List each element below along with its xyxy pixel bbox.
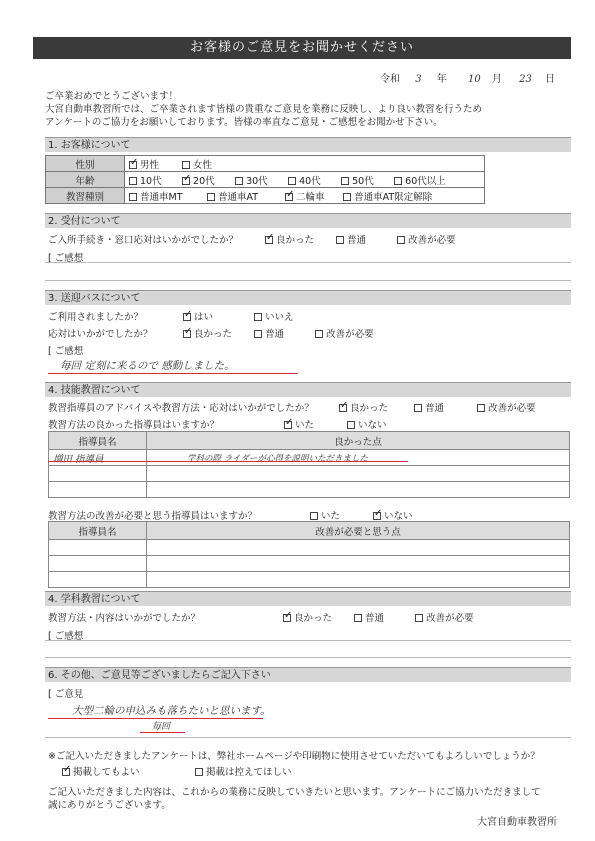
column-header: 良かった点 [147,432,570,450]
checkbox[interactable] [207,193,215,201]
option-course: 二輪車 [296,191,325,203]
reception-options [265,232,456,246]
survey-date [380,70,555,85]
course-type-label: 教習種別 [46,188,125,204]
checkbox[interactable] [182,177,190,185]
customer-profile-table [45,155,485,204]
column-header: 改善が必要と思う点 [147,522,570,540]
table-row [49,450,570,466]
option-allow: 掲載してもよい [73,767,140,778]
comment-label: ご感想 [54,346,84,357]
improve-instructor-options [310,508,413,522]
checkbox[interactable] [477,404,485,412]
comment-line[interactable] [45,737,571,738]
option-good: 良かった [350,403,389,414]
good-instructor-options [284,417,387,431]
instructor-options [339,400,536,414]
option-normal: 普通 [265,329,285,340]
checkbox[interactable] [373,512,381,520]
checkbox[interactable] [195,768,203,776]
closing-line: ご記入いただきました内容は、これからの業務に反映していきたいと思います。アンケートにご協力いただきまして [48,787,541,798]
option-course: 普通車AT限定解除 [354,191,433,203]
date-month-unit: 月 [491,74,502,85]
comment-line[interactable] [45,262,571,263]
red-underline [48,461,408,462]
checkbox[interactable] [129,161,137,169]
comment-label: ご感想 [54,253,84,264]
section-other-header: 6. その他、ご意見等ございましたらご記入下さい [45,667,571,682]
option-no: いない [358,420,387,431]
option-good: 良かった [276,235,315,246]
checkbox[interactable] [339,404,347,412]
consent-options [62,764,292,778]
bus-comment-label: [ ご感想 [48,346,84,357]
section-driving-header: 4. 技能教習について [45,382,571,397]
page-title: お客様のご意見をお聞かせください [33,37,571,59]
checkbox[interactable] [265,236,273,244]
comment-label: ご感想 [54,631,84,642]
instructor-name-cell[interactable]: 増田 指導員 [49,450,147,466]
option-no: いいえ [265,312,294,323]
other-comment-2[interactable]: 毎回 [152,722,171,732]
other-comment[interactable]: 大型二輪の申込みも落ちたいと思います。 [72,705,271,717]
date-month[interactable]: 10 [467,74,481,85]
option-improve: 改善が必要 [426,613,474,624]
classroom-comment-label: [ ご感想 [48,631,84,642]
option-male: 男性 [140,159,160,171]
other-comment-label: [ ご意見 [48,689,84,700]
section-bus-header: 3. 送迎バスについて [45,290,571,305]
checkbox[interactable] [414,404,422,412]
option-yes: はい [194,312,214,323]
option-age: 40代 [299,175,321,187]
bus-usage-question: ご利用されましたか？ [48,312,144,323]
date-year[interactable]: 3 [415,74,422,85]
checkbox[interactable] [343,193,351,201]
checkbox[interactable] [129,193,137,201]
option-improve: 改善が必要 [408,235,456,246]
table-row [49,466,570,482]
checkbox[interactable] [397,236,405,244]
improve-instructor-table [48,521,570,588]
option-improve: 改善が必要 [326,329,374,340]
checkbox[interactable] [254,330,262,338]
classroom-question: 教習方法・内容はいかがでしたか？ [48,613,201,624]
red-underline [140,732,185,733]
bus-usage-options [183,309,294,323]
comment-line[interactable] [45,280,571,281]
checkbox[interactable] [315,330,323,338]
option-deny: 掲載は控えてほしい [206,767,292,778]
column-header: 指導員名 [49,522,147,540]
checkbox[interactable] [336,236,344,244]
closing-text [48,786,578,812]
checkbox[interactable] [235,177,243,185]
checkbox[interactable] [285,193,293,201]
section-reception-header: 2. 受付について [45,213,571,228]
section-classroom-header: 4. 学科教習について [45,591,571,606]
table-row [49,556,570,572]
option-no: いない [384,511,413,522]
checkbox[interactable] [415,614,423,622]
checkbox[interactable] [283,614,291,622]
option-improve: 改善が必要 [488,403,536,414]
company-name: 大宮自動車教習所 [477,817,557,828]
checkbox[interactable] [341,177,349,185]
option-course: 普通車AT [218,191,259,203]
checkbox[interactable] [394,177,402,185]
section-customer-header: 1. お客様について [45,137,571,152]
date-year-unit: 年 [436,74,447,85]
date-era: 令和 [380,74,401,85]
reception-comment-label: [ ご感想 [48,253,84,264]
intro-line: 大宮自動車教習所では、ご卒業されます皆様の貴重なご意見を業務に反映し、より良い教習を行うため [45,104,483,115]
option-good: 良かった [294,613,333,624]
checkbox[interactable] [62,768,70,776]
option-age: 20代 [193,175,215,187]
improve-instructor-question: 教習方法の改善が必要と思う指導員はいますか？ [48,511,258,522]
option-good: 良かった [194,329,233,340]
option-age: 50代 [352,175,374,187]
option-normal: 普通 [425,403,445,414]
table-row [49,572,570,588]
intro-line: ご卒業おめでとうございます！ [45,91,179,102]
good-instructor-question: 教習方法の良かった指導員はいますか？ [48,420,220,431]
comment-line[interactable] [45,640,571,641]
classroom-options [283,610,474,624]
checkbox[interactable] [182,161,190,169]
option-female: 女性 [193,159,213,171]
red-underline [48,373,298,374]
option-yes: いた [321,511,341,522]
date-day[interactable]: 23 [519,74,532,85]
instructor-question: 教習指導員のアドバイスや教習方法・応対はいかがでしたか？ [48,403,314,414]
checkbox[interactable] [288,177,296,185]
intro-text [45,90,565,129]
option-course: 普通車MT [140,191,183,203]
bus-service-options [183,326,374,340]
reception-question: ご入所手続き・窓口応対はいかがでしたか？ [48,235,239,246]
option-age: 10代 [140,175,162,187]
checkbox[interactable] [183,313,191,321]
checkbox[interactable] [129,177,137,185]
checkbox[interactable] [310,512,318,520]
checkbox[interactable] [354,614,362,622]
intro-line: アンケートのご協力をお願いしております。皆様の率直なご意見・ご感想をお聞かせ下さい。 [45,117,443,128]
option-normal: 普通 [365,613,385,624]
checkbox[interactable] [254,313,262,321]
comment-label: ご意見 [54,689,84,700]
age-label: 年齢 [46,172,125,188]
date-day-unit: 日 [545,74,555,85]
option-age: 30代 [246,175,268,187]
comment-line[interactable] [45,657,571,658]
table-row [49,540,570,556]
checkbox[interactable] [284,421,292,429]
option-yes: いた [295,420,315,431]
closing-line: 誠にありがとうございます。 [48,800,171,811]
option-age: 60代以上 [405,175,446,187]
option-normal: 普通 [347,235,367,246]
checkbox[interactable] [183,330,191,338]
table-row [49,482,570,498]
good-point-cell[interactable]: 学科の際 ライダーが心得を説明いただきました [147,450,570,466]
gender-label: 性別 [46,156,125,172]
consent-question: ※ご記入いただきましたアンケートは、弊社ホームページや印刷物に使用させていただいてもよろしいでしょうか？ [48,751,540,762]
checkbox[interactable] [347,421,355,429]
good-instructor-table [48,431,570,498]
column-header: 指導員名 [49,432,147,450]
bus-comment[interactable]: 毎回 定刻に来るので 感動しました。 [60,360,235,372]
bus-service-question: 応対はいかがでしたか？ [48,329,153,340]
